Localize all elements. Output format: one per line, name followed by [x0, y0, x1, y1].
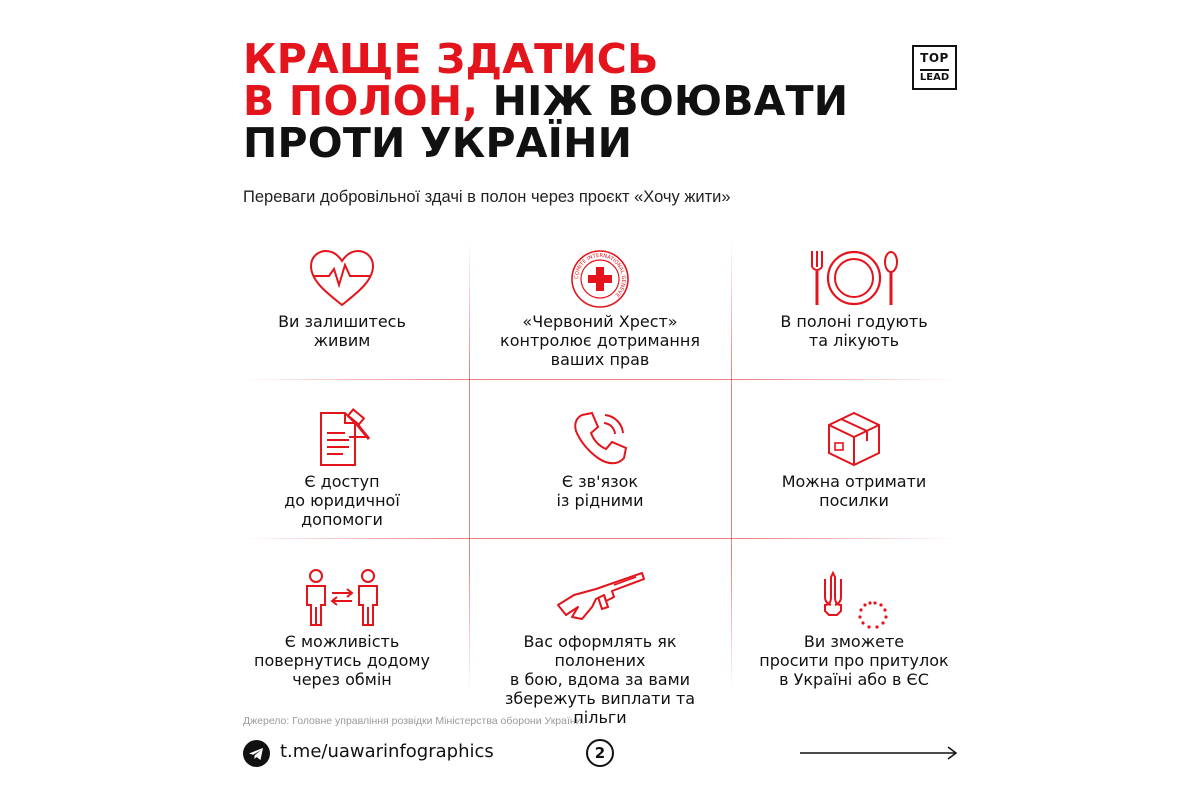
legal-document-gavel-icon: [309, 407, 375, 469]
benefit-text: Ви залишитесь живим: [278, 312, 406, 350]
parcel-box-icon: [821, 407, 887, 469]
headline-line-2-black: НІЖ ВОЮВАТИ: [478, 77, 849, 125]
top-lead-logo: [912, 45, 957, 90]
benefit-contact-family: [481, 400, 719, 550]
benefit-asylum: [735, 560, 973, 710]
benefit-text: Можна отримати посилки: [781, 472, 927, 510]
benefit-text: Є доступ до юридичної допомоги: [284, 472, 400, 529]
logo-bottom-text: LEAD: [919, 72, 950, 83]
benefit-legal-help: [223, 400, 461, 550]
headline-line-3: ПРОТИ УКРАЇНИ: [243, 119, 633, 167]
benefit-parcels: [735, 400, 973, 550]
benefit-food-medical: [735, 240, 973, 390]
benefit-stay-alive: [223, 240, 461, 390]
benefit-registered-pow: [481, 560, 719, 727]
headline-line-2: [243, 77, 883, 125]
benefit-text: В полоні годують та лікують: [780, 312, 928, 350]
logo-divider: [920, 69, 949, 71]
heart-pulse-icon: [307, 247, 377, 309]
trident-eu-stars-icon: [819, 567, 889, 629]
people-exchange-icon: [302, 567, 382, 629]
emblem-ring-text: COMITE INTERNATIONAL GENEVE: [573, 252, 627, 298]
benefit-text: Вас оформлять як полонених в бою, вдома за вами збережуть виплати та пільги: [504, 632, 696, 727]
benefit-text: Ви зможете просити про притулок в Україні або в ЄС: [759, 632, 949, 689]
telegram-icon[interactable]: [243, 740, 270, 767]
grid-divider-vertical-1: [469, 240, 470, 692]
red-cross-emblem-icon: [568, 247, 632, 311]
logo-top-text: TOP: [920, 51, 949, 65]
rifle-icon: [552, 567, 648, 629]
next-arrow-icon[interactable]: [800, 745, 960, 761]
telegram-channel-link[interactable]: t.me/uawarinfographics: [280, 741, 494, 762]
phone-icon: [568, 407, 632, 469]
benefit-text: Є зв'язок із рідними: [556, 472, 644, 510]
source-note: Джерело: Головне управління розвідки Міністерства оборони України.: [243, 715, 585, 727]
headline: [243, 35, 883, 167]
benefit-red-cross: [481, 240, 719, 390]
headline-line-2-red: В ПОЛОН,: [243, 77, 479, 125]
headline-line-1: КРАЩЕ ЗДАТИСЬ: [243, 35, 659, 83]
benefit-exchange: [223, 560, 461, 710]
benefit-text: Є можливість повернутись додому через обмін: [254, 632, 430, 689]
benefit-text: «Червоний Хрест» контролює дотримання ваших прав: [500, 312, 700, 369]
grid-divider-vertical-2: [731, 240, 732, 692]
page-number: 2: [586, 739, 614, 767]
subtitle: Переваги добровільної здачі в полон через проєкт «Хочу жити»: [243, 188, 731, 206]
plate-fork-spoon-icon: [806, 247, 902, 309]
